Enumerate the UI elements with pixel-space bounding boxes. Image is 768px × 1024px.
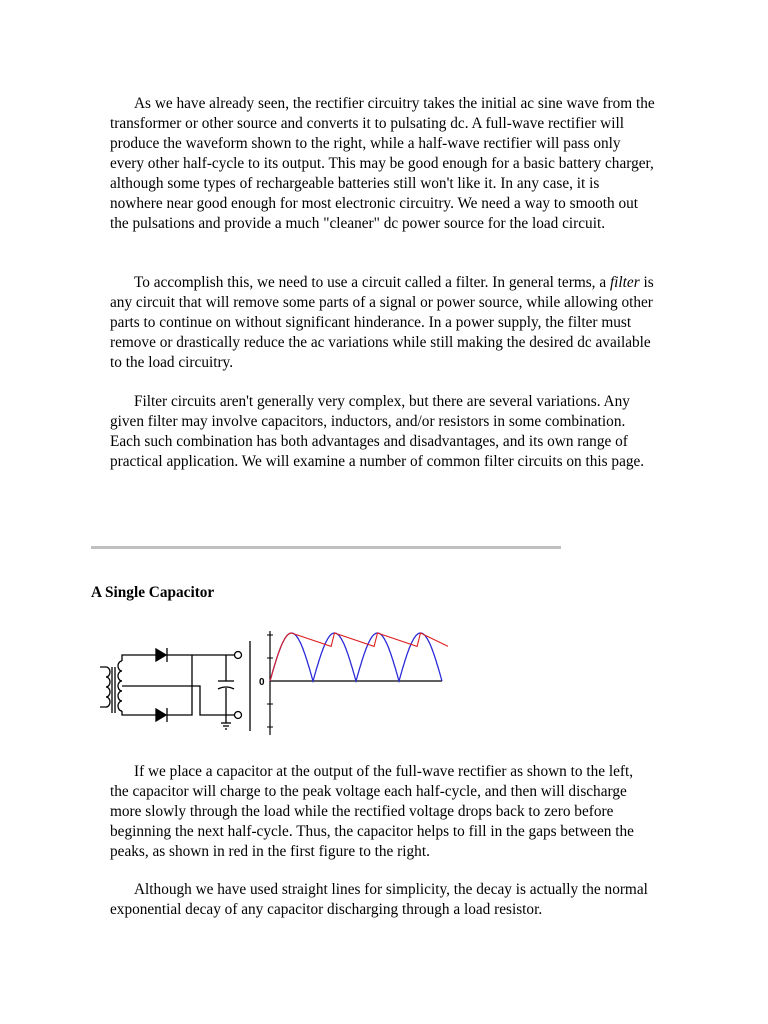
figure-svg: [92, 623, 452, 743]
capacitor-filter-paragraph: If we place a capacitor at the output of the full-wave rectifier as shown to the left, the capacitor will charge to the peak voltage each half-cycle, and then will discharge more slowly through the load while the rectified voltage drops back to zero before beginning the next half-cycle. Thus, the capacitor helps to fill in the gaps between the peaks, as shown in red in the first figure to the right.: [110, 763, 634, 860]
exponential-decay-paragraph: Although we have used straight lines for simplicity, the decay is actually the normal exponential decay of any capacitor discharging through a load resistor.: [110, 881, 648, 918]
ground-symbol: [221, 715, 231, 729]
filtered-ripple-wave: [270, 633, 448, 681]
filter-definition-paragraph: [110, 273, 655, 373]
center-tap-wire: [122, 686, 234, 715]
transformer-primary-coil: [100, 667, 110, 707]
section-divider: [91, 546, 561, 549]
negative-terminal: [235, 712, 242, 719]
transformer-secondary-coil: [118, 661, 122, 711]
intro-paragraph: As we have already seen, the rectifier circuitry takes the initial ac sine wave from the transformer or other source and converts it to pulsating dc. A full-wave rectifier will produce the waveform shown to the right, while a half-wave rectifier will pass only every other half-cycle to its output. This may be good enough for a basic battery charger, although some types of rechargeable batteries still won't like it. In any case, it is nowhere near good enough for most electronic circuitry. We need a way to smooth out the pulsations and provide a much "cleaner" dc power source for the load circuit.: [110, 95, 655, 232]
positive-terminal: [235, 652, 242, 659]
filter-term: filter: [609, 274, 640, 291]
section-heading: A Single Capacitor: [91, 584, 215, 601]
zero-axis-label: 0: [259, 677, 265, 688]
filter-definition-text-start: To accomplish this, we need to use a circuit called a filter. In general terms, a: [134, 274, 610, 291]
filter-definition-text-end: is any circuit that will remove some parts of a signal or power source, while allowing other parts to continue on without significant hinderance. In a power supply, the filter must remove or drastically reduce the ac variations while still making the desired dc available to the load circuitry.: [110, 274, 654, 371]
lower-diode: [156, 708, 167, 722]
upper-diode: [156, 648, 167, 662]
upper-wire: [122, 655, 156, 661]
rectifier-circuit-diagram: [100, 641, 250, 731]
capacitor-filter-figure: [92, 623, 452, 743]
filter-variations-paragraph: Filter circuits aren't generally very complex, but there are several variations. Any given filter may involve capacitors, inductors, and/or resistors in some combination. Each such combination has both advantages and disadvantages, and its own range of practical application. We will examine a number of common filter circuits on this page.: [110, 393, 645, 470]
lower-wire: [122, 711, 156, 715]
waveform-graph: [259, 631, 448, 735]
filter-capacitor: [218, 655, 234, 715]
lower-return-wire: [167, 655, 192, 715]
